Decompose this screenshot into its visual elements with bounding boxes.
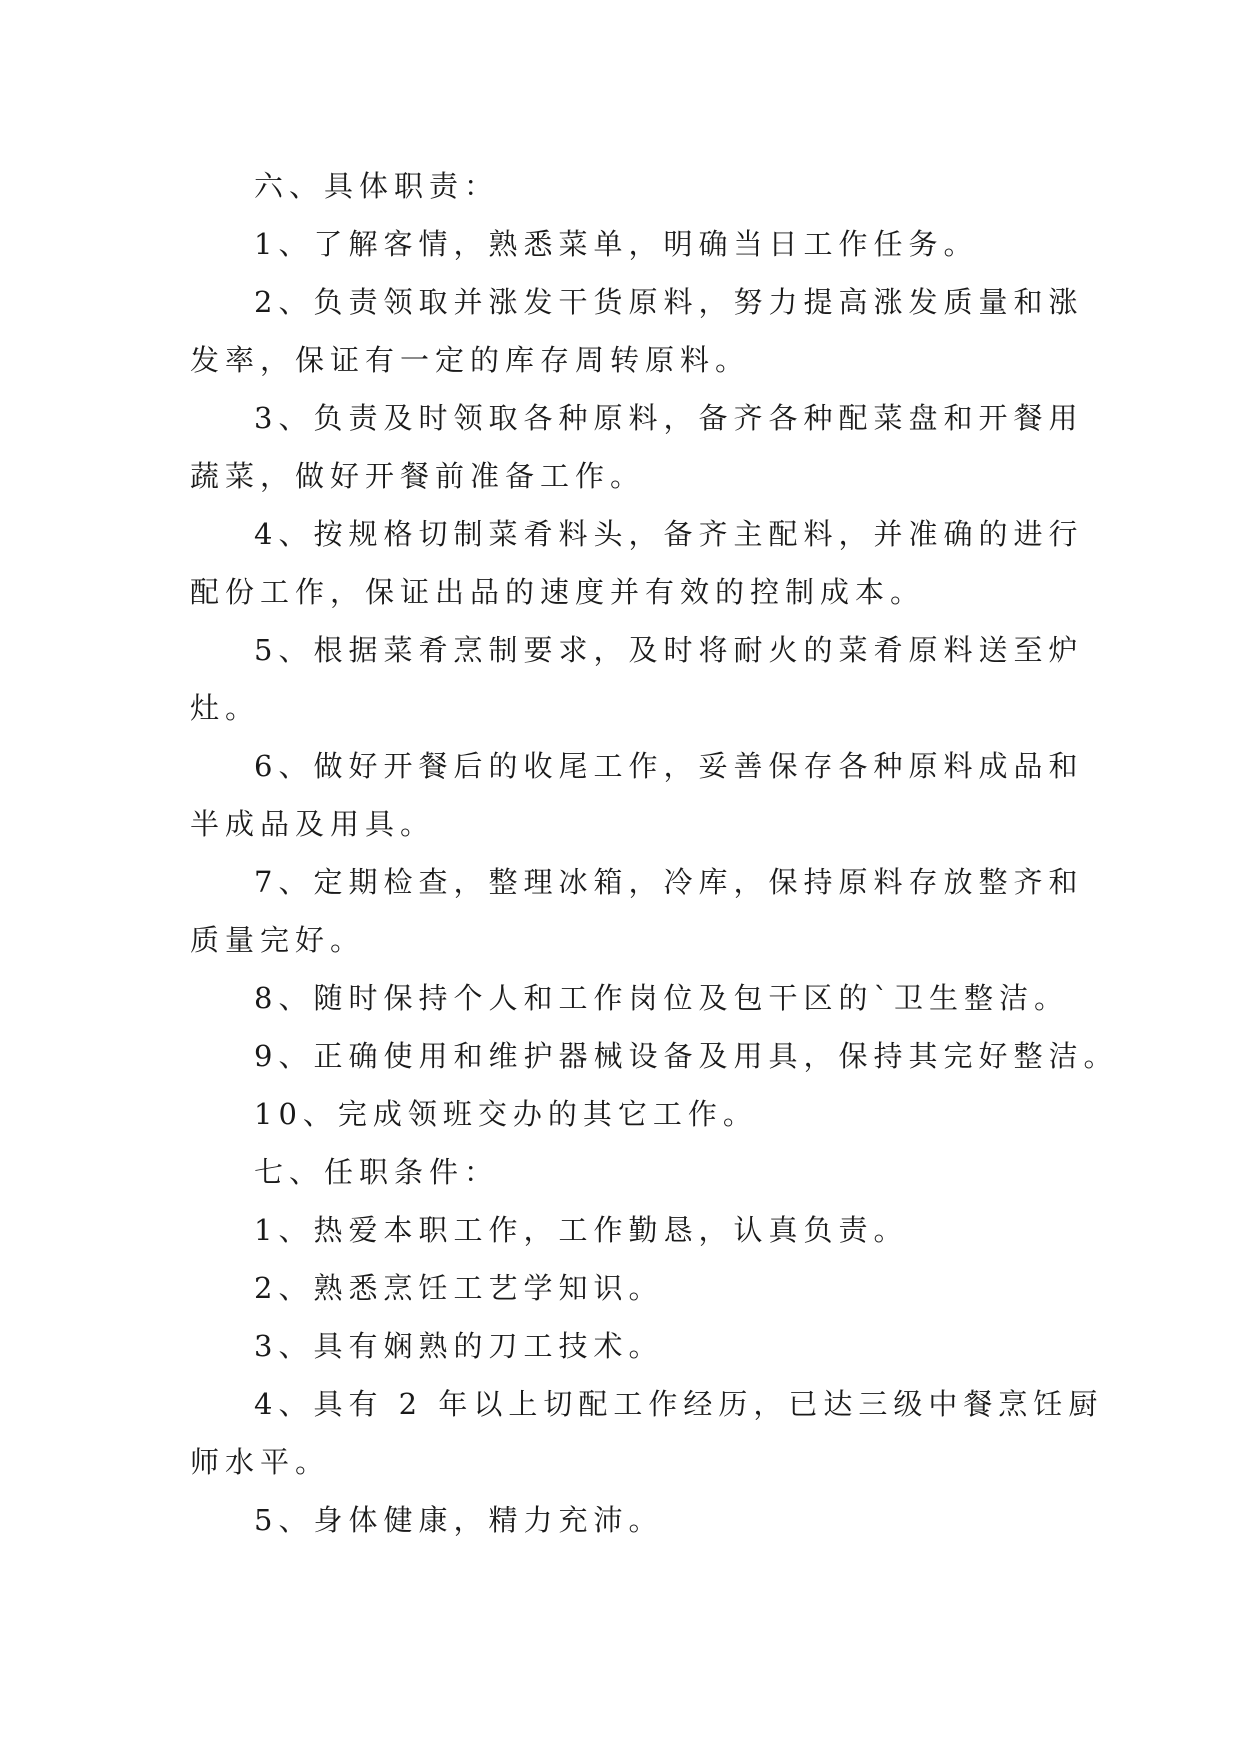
duty-item-7-line-1: 7、定期检查，整理冰箱，冷库，保持原料存放整齐和 (254, 865, 1084, 899)
duty-item-3-line-1: 3、负责及时领取各种原料，备齐各种配菜盘和开餐用 (254, 401, 1084, 435)
section-heading-duties: 六、具体职责： (254, 169, 500, 203)
qualification-item-1: 1、热爱本职工作，工作勤恳，认真负责。 (254, 1213, 909, 1247)
duty-item-10: 10、完成领班交办的其它工作。 (254, 1097, 758, 1131)
qualification-item-4-line-2: 师水平。 (190, 1445, 331, 1479)
qualification-item-2: 2、熟悉烹饪工艺学知识。 (254, 1271, 664, 1305)
section-heading-qualifications: 七、任职条件： (254, 1155, 500, 1189)
duty-item-5-line-1: 5、根据菜肴烹制要求，及时将耐火的菜肴原料送至炉 (254, 633, 1084, 667)
duty-item-6-line-2: 半成品及用具。 (190, 807, 436, 841)
duty-item-3-line-2: 蔬菜，做好开餐前准备工作。 (190, 459, 646, 493)
duty-item-8: 8、随时保持个人和工作岗位及包干区的`卫生整洁。 (254, 981, 1069, 1015)
qualification-item-3: 3、具有娴熟的刀工技术。 (254, 1329, 664, 1363)
duty-item-6-line-1: 6、做好开餐后的收尾工作，妥善保存各种原料成品和 (254, 749, 1084, 783)
duty-item-4-line-1: 4、按规格切制菜肴料头，备齐主配料，并准确的进行 (254, 517, 1084, 551)
duty-item-1: 1、了解客情，熟悉菜单，明确当日工作任务。 (254, 227, 979, 261)
document-page (190, 157, 1119, 1549)
qualification-item-4-line-1: 4、具有 2 年以上切配工作经历，已达三级中餐烹饪厨 (254, 1387, 1104, 1421)
duty-item-5-line-2: 灶。 (190, 691, 261, 725)
duty-item-2-line-1: 2、负责领取并涨发干货原料，努力提高涨发质量和涨 (254, 285, 1084, 319)
duty-item-4-line-2: 配份工作，保证出品的速度并有效的控制成本。 (190, 575, 926, 609)
duty-item-7-line-2: 质量完好。 (190, 923, 366, 957)
duty-item-9: 9、正确使用和维护器械设备及用具，保持其完好整洁。 (254, 1039, 1119, 1073)
qualification-item-5: 5、身体健康，精力充沛。 (254, 1503, 664, 1537)
duty-item-2-line-2: 发率，保证有一定的库存周转原料。 (190, 343, 751, 377)
